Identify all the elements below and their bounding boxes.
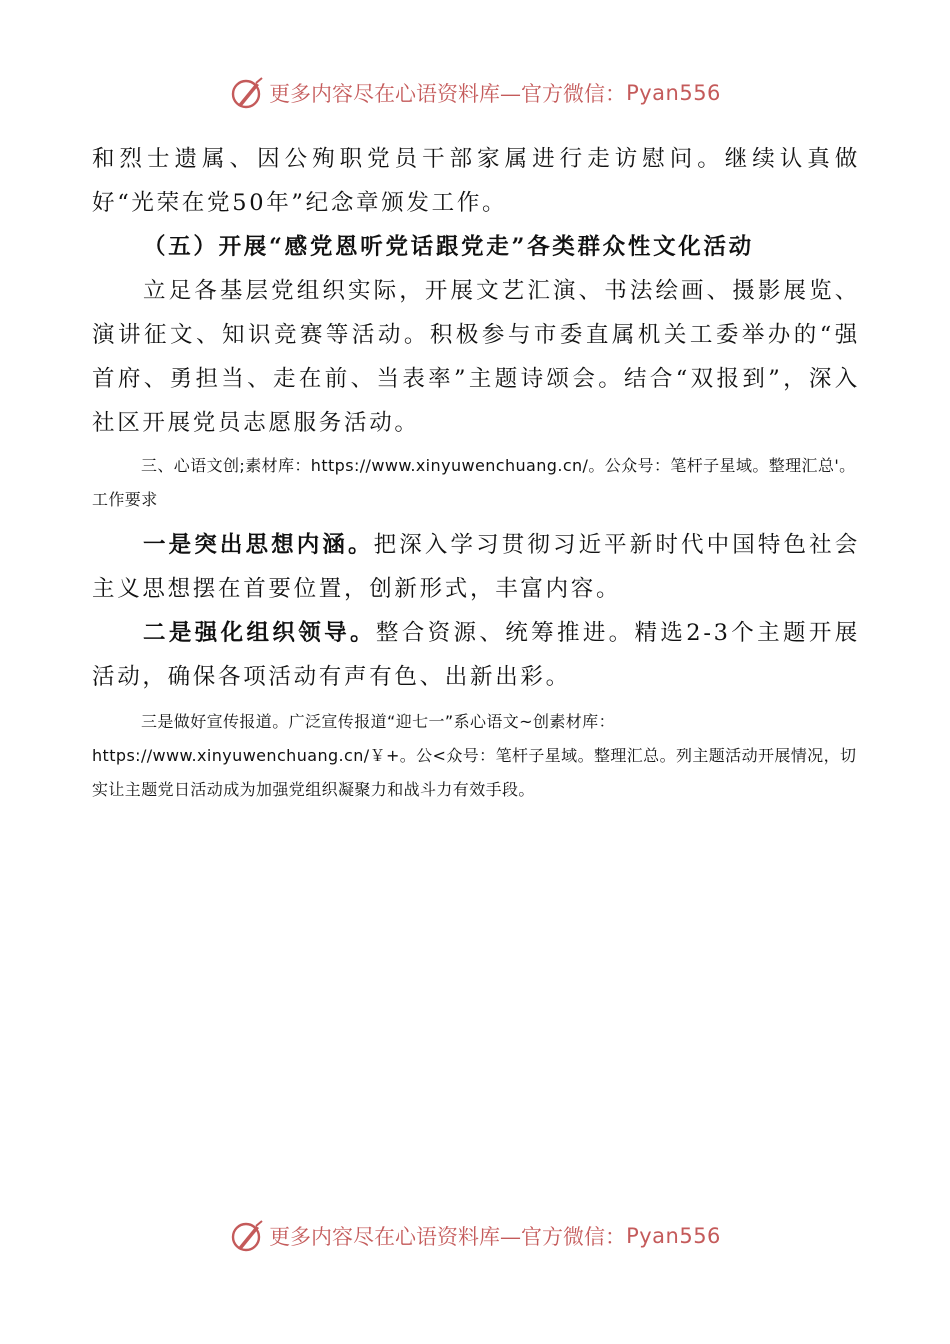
requirement-two-lead: 二是强化组织领导。: [143, 620, 376, 646]
pen-logo-icon: [229, 75, 265, 111]
document-body: [92, 137, 860, 807]
banner-wechat-handle: Pyan556: [626, 1224, 721, 1248]
footer-watermark-banner: [0, 1214, 950, 1258]
requirement-one: [92, 523, 860, 611]
section-heading-five: （五）开展“感党恩听党话跟党走”各类群众性文化活动: [143, 234, 754, 260]
pen-logo-icon: [229, 1218, 265, 1254]
requirement-one-text: 把深入学习贯彻习近平新时代中国特色社会主义思想摆在首要位置，创新形式，丰富内容。: [92, 532, 860, 602]
banner-wechat-handle: Pyan556: [626, 81, 721, 105]
requirement-one-lead: 一是突出思想内涵。: [143, 532, 374, 558]
banner-text: 更多内容尽在心语资料库—官方微信：: [269, 82, 627, 106]
paragraph-visit: 和烈士遗属、因公殉职党员干部家属进行走访慰问。继续认真做好“光荣在党50年”纪念章颁发工作。: [92, 146, 860, 216]
requirement-three: 三是做好宣传报道。广泛宣传报道“迎七一”系心语文~创素材库：https://www.xinyuwenchuang.cn/￥+。公<众号：笔杆子星域。整理汇总。列主题活动开展情况，切实让主题党日活动成为加强党组织凝聚力和战斗力有效手段。: [92, 712, 857, 799]
section-three-title: 三、心语文创;素材库：https://www.xinyuwenchuang.cn/。公众号：笔杆子星域。整理汇总'。工作要求: [92, 456, 856, 509]
requirement-two: [92, 611, 860, 699]
banner-text: 更多内容尽在心语资料库—官方微信：: [269, 1225, 627, 1249]
paragraph-activities: 立足各基层党组织实际，开展文艺汇演、书法绘画、摄影展览、演讲征文、知识竞赛等活动。积极参与市委直属机关工委举办的“强首府、勇担当、走在前、当表率”主题诗颂会。结合“双报到”，深入社区开展党员志愿服务活动。: [92, 278, 860, 436]
header-watermark-banner: [0, 71, 950, 115]
requirement-two-text: 整合资源、统筹推进。精选2-3个主题开展活动，确保各项活动有声有色、出新出彩。: [92, 620, 860, 690]
